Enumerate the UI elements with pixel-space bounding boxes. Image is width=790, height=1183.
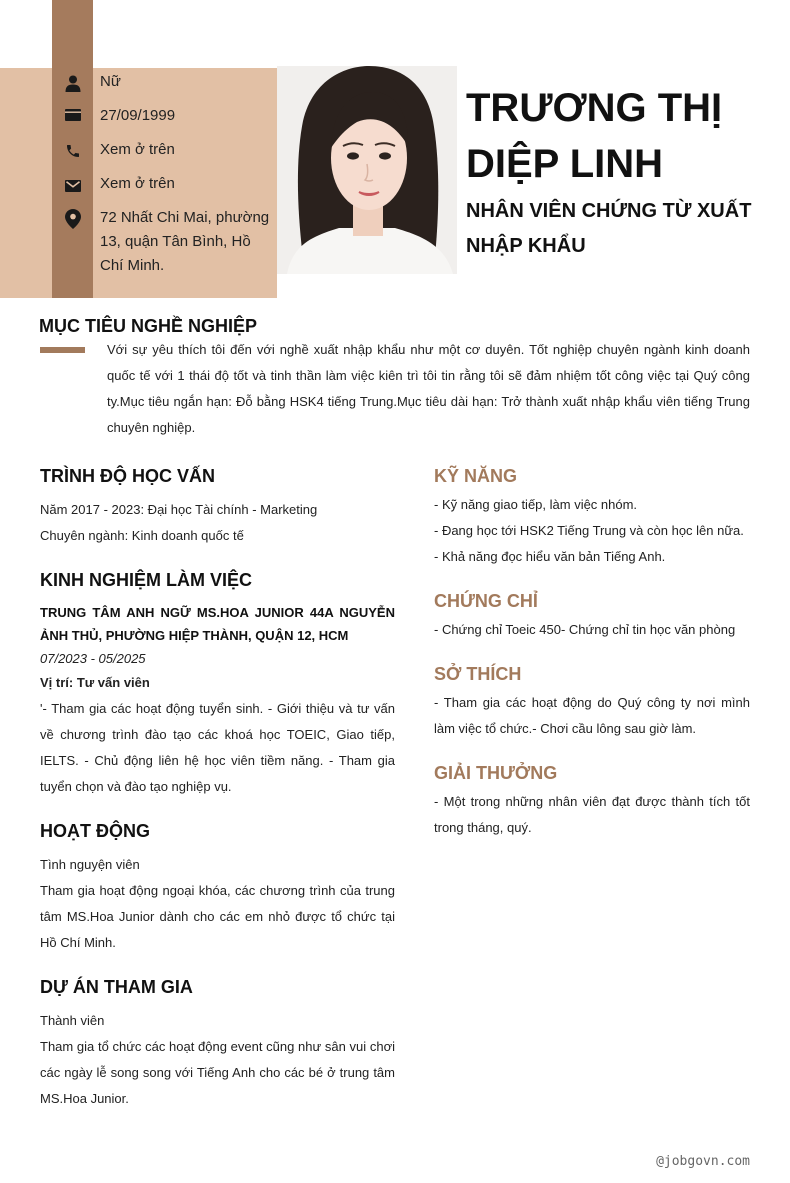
experience-period: 07/2023 - 05/2025 — [40, 651, 146, 666]
skills-title: KỸ NĂNG — [434, 466, 518, 486]
experience-company: TRUNG TÂM ANH NGỮ MS.HOA JUNIOR 44A NGUYỄN ẢNH THỦ, PHƯỜNG HIỆP THÀNH, QUẬN 12, HCM — [40, 605, 395, 643]
projects-title: DỰ ÁN THAM GIA — [40, 977, 193, 997]
projects-role: Thành viên — [40, 1013, 105, 1028]
person-icon — [62, 72, 84, 94]
activities-description: Tham gia hoạt động ngoại khóa, các chương trình của trung tâm MS.Hoa Junior dành cho các em nhỏ được tổ chức tại Hồ Chí Minh. — [40, 883, 395, 950]
objective-accent-bar — [40, 347, 85, 353]
address-value: 72 Nhất Chi Mai, phường 13, quận Tân Bình, Hồ Chí Minh. — [100, 209, 270, 274]
activities-title: HOẠT ĐỘNG — [40, 821, 150, 841]
phone-value: Xem ở trên — [100, 141, 175, 158]
certificates-title: CHỨNG CHỈ — [434, 591, 538, 611]
activities-role: Tình nguyện viên — [40, 857, 140, 872]
awards-text: - Một trong những nhân viên đạt được thành tích tốt trong tháng, quý. — [434, 794, 750, 835]
candidate-name: TRƯƠNG THỊ DIỆP LINH — [466, 86, 723, 186]
education-title: TRÌNH ĐỘ HỌC VẤN — [40, 466, 215, 486]
experience-position: Vị trí: Tư vấn viên — [40, 675, 150, 690]
skill-item: - Khả năng đọc hiểu văn bản Tiếng Anh. — [434, 549, 666, 564]
gender-value: Nữ — [100, 73, 121, 90]
certificates-text: - Chứng chỉ Toeic 450- Chứng chỉ tin học văn phòng — [434, 622, 736, 637]
watermark: @jobgovn.com — [656, 1154, 750, 1169]
education-major: Chuyên ngành: Kinh doanh quốc tế — [40, 528, 244, 543]
education-line: Năm 2017 - 2023: Đại học Tài chính - Marketing — [40, 502, 318, 517]
envelope-icon — [62, 175, 84, 197]
birthday-value: 27/09/1999 — [100, 107, 176, 124]
job-title: NHÂN VIÊN CHỨNG TỪ XUẤT NHẬP KHẨU — [466, 200, 752, 257]
phone-icon — [62, 140, 84, 162]
calendar-icon — [62, 104, 84, 126]
awards-title: GIẢI THƯỞNG — [434, 763, 558, 783]
email-value: Xem ở trên — [100, 175, 175, 192]
location-pin-icon — [62, 208, 84, 230]
hobbies-text: - Tham gia các hoạt động do Quý công ty nơi mình làm việc tổ chức.- Chơi cầu lông sau giờ làm. — [434, 695, 750, 736]
projects-description: Tham gia tổ chức các hoạt động event cũng như sân vui chơi các ngày lễ song song với Tiếng Anh cho các bé ở trung tâm MS.Hoa Junior. — [40, 1039, 395, 1106]
objective-title: MỤC TIÊU NGHỀ NGHIỆP — [39, 316, 258, 336]
skill-item: - Đang học tới HSK2 Tiếng Trung và còn học lên nữa. — [434, 523, 744, 538]
experience-title: KINH NGHIỆM LÀM VIỆC — [40, 570, 253, 590]
objective-text: Với sự yêu thích tôi đến với nghề xuất nhập khẩu như một cơ duyên. Tốt nghiệp chuyên ngành kinh doanh quốc tế với 1 thái độ tốt và tinh thần làm việc kiên trì tôi tin rằng tôi sẽ đảm nhiệm tốt công việc tại Quý công ty.Mục tiêu ngắn hạn: Đỗ bằng HSK4 tiếng Trung.Mục tiêu dài hạn: Trở thành xuất nhập khẩu viên tiếng Trung chuyên nghiệp. — [107, 342, 750, 435]
skill-item: - Kỹ năng giao tiếp, làm việc nhóm. — [434, 497, 638, 512]
experience-description: '- Tham gia các hoạt động tuyển sinh. - Giới thiệu và tư vấn về chương trình đào tạo các khoá học TOEIC, Giao tiếp, IELTS. - Chủ động liên hệ học viên tiềm năng. - Tham gia tuyển chọn và đào tạo nghiệp vụ. — [40, 701, 395, 794]
hobbies-title: SỞ THÍCH — [434, 664, 522, 684]
profile-photo — [277, 66, 457, 274]
